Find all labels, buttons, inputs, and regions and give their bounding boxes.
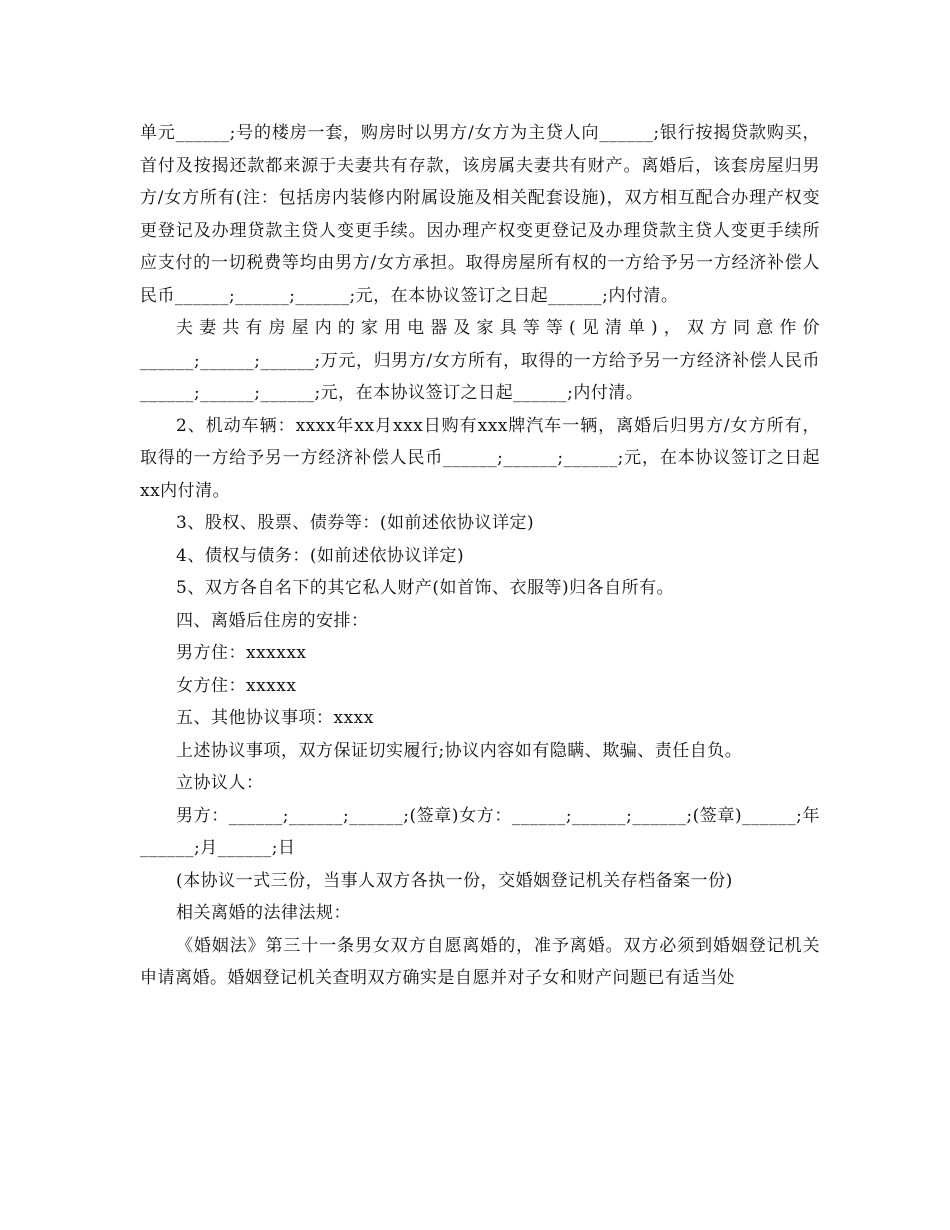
male-residence: 男方住：xxxxxx (176, 643, 307, 663)
debts-clause: 4、债权与债务：(如前述依协议详定) (176, 545, 465, 566)
copies-note: (本协议一式三份，当事人双方各执一份，交婚姻登记机关存档备案一份) (176, 870, 733, 891)
appliances-clause-paragraph: 夫妻共有房屋内的家用电器及家具等等(见清单)，双方同意作价______;______;______;万元，归男方/女方所有，取得的一方给予另一方经济补偿人民币______;______;______;元，在本协议签订之日起______;内付清。 (140, 318, 820, 403)
female-residence: 女方住：xxxxx (176, 675, 297, 696)
signature-line: 男方：______;______;______;(签章)女方：______;______;______;(签章)______;年______;月______;日 (140, 805, 820, 858)
guarantee-statement: 上述协议事项，双方保证切实履行;协议内容如有隐瞒、欺骗、责任自负。 (176, 740, 743, 761)
personal-property-clause: 5、双方各自名下的其它私人财产(如首饰、衣服等)归各自所有。 (176, 578, 675, 598)
vehicle-clause-paragraph: 2、机动车辆：xxxx年xx月xxx日购有xxx牌汽车一辆，离婚后归男方/女方所有，取得的一方给予另一方经济补偿人民币______;______;______;元，在本协议签订之日起xx内付清。 (140, 415, 820, 501)
document-body (140, 117, 820, 995)
signatories-heading: 立协议人： (176, 773, 264, 793)
housing-arrangement-heading: 四、离婚后住房的安排： (176, 610, 369, 631)
related-laws-heading: 相关离婚的法律法规： (176, 903, 351, 923)
other-matters-heading: 五、其他协议事项：xxxx (176, 708, 374, 728)
equity-clause: 3、股权、股票、债券等：(如前述依协议详定) (176, 513, 535, 533)
marriage-law-article-31: 《婚姻法》第三十一条男女双方自愿离婚的，准予离婚。双方必须到婚姻登记机关申请离婚。婚姻登记机关查明双方确实是自愿并对子女和财产问题已有适当处 (140, 935, 820, 988)
house-clause-paragraph: 单元______;号的楼房一套，购房时以男方/女方为主贷人向______;银行按揭贷款购买，首付及按揭还款都来源于夫妻共有存款，该房属夫妻共有财产。离婚后，该套房屋归男方/女方所有(注：包括房内装修内附属设施及相关配套设施)，双方相互配合办理产权变更登记及办理贷款主贷人变更手续。因办理产权变更登记及办理贷款主贷人变更手续所应支付的一切税费等均由男方/女方承担。取得房屋所有权的一方给予另一方经济补偿人民币______;______;______;元，在本协议签订之日起______;内付清。 (140, 123, 820, 306)
